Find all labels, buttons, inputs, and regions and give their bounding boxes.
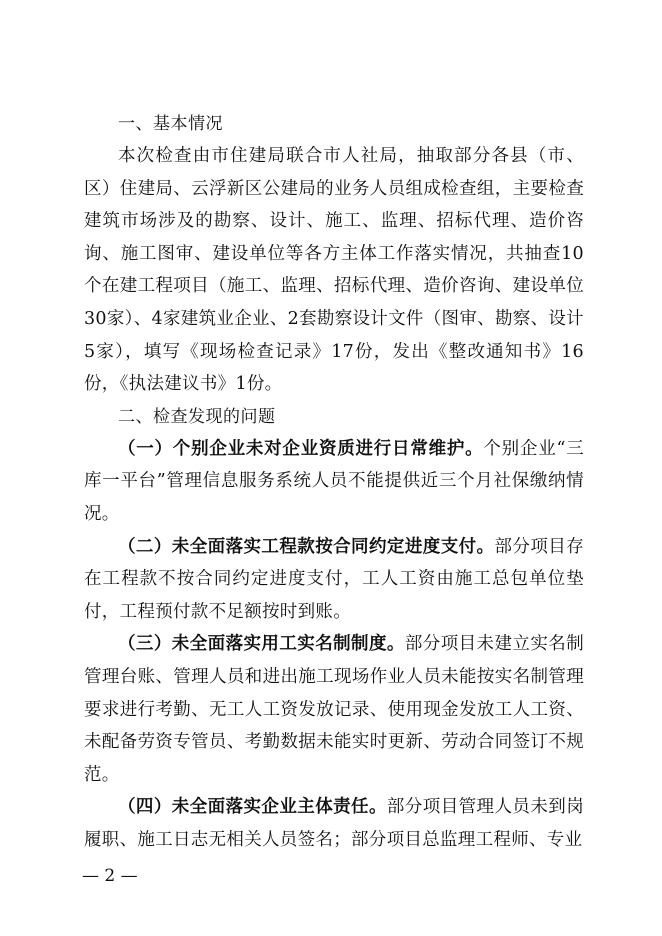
paragraph-problem-2 xyxy=(84,531,584,629)
paragraph-problem-3 xyxy=(84,628,584,791)
paragraph-title: （四）未全面落实企业主体责任。 xyxy=(118,797,387,818)
paragraph-problem-1 xyxy=(84,433,584,531)
document-body xyxy=(84,108,584,856)
paragraph-text: 个别企业“三库一平台”管理信息服务系统人员不能提供近三个月社保缴纳情况。 xyxy=(84,438,585,524)
section-heading-basic-situation: 一、基本情况 xyxy=(118,114,223,134)
section-heading-problems-found: 二、检查发现的问题 xyxy=(118,406,276,427)
page-number: — 2 — xyxy=(82,866,138,886)
paragraph-text: 部分项目存在工程款不按合同约定进度支付，工人工资由施工总包单位垫付，工程预付款不足额按时到账。 xyxy=(84,536,584,622)
paragraph-text: 部分项目未建立实名制管理台账、管理人员和进出施工现场作业人员未能按实名制管理要求进行考勤、无工人工资发放记录、使用现金发放工人工资、未配备劳资专管员、考勤数据未能实时更新、劳动合同签订不规范。 xyxy=(84,634,584,785)
paragraph-problem-4 xyxy=(84,791,584,856)
paragraph-text: 部分项目管理人员未到岗履职、施工日志无相关人员签名；部分项目总监理工程师、专业 xyxy=(84,797,584,850)
paragraph-basic-situation xyxy=(84,140,584,401)
paragraph-title: （三）未全面落实用工实名制制度。 xyxy=(118,634,405,655)
paragraph-title: （一）个别企业未对企业资质进行日常维护。 xyxy=(118,438,484,459)
paragraph-title: （二）未全面落实工程款按合同约定进度支付。 xyxy=(118,536,495,557)
paragraph-text: 本次检查由市住建局联合市人社局，抽取部分各县（市、区）住建局、云浮新区公建局的业务人员组成检查组，主要检查建筑市场涉及的勘察、设计、施工、监理、招标代理、造价咨询、施工图审、建设单位等各方主体工作落实情况，共抽查10个在建工程项目（施工、监理、招标代理、造价咨询、建设单位30家）、4家建筑业企业、2套勘察设计文件（图审、勘察、设计5家），填写《现场检查记录》17份，发出《整改通知书》16份，《执法建议书》1份。 xyxy=(84,146,584,395)
